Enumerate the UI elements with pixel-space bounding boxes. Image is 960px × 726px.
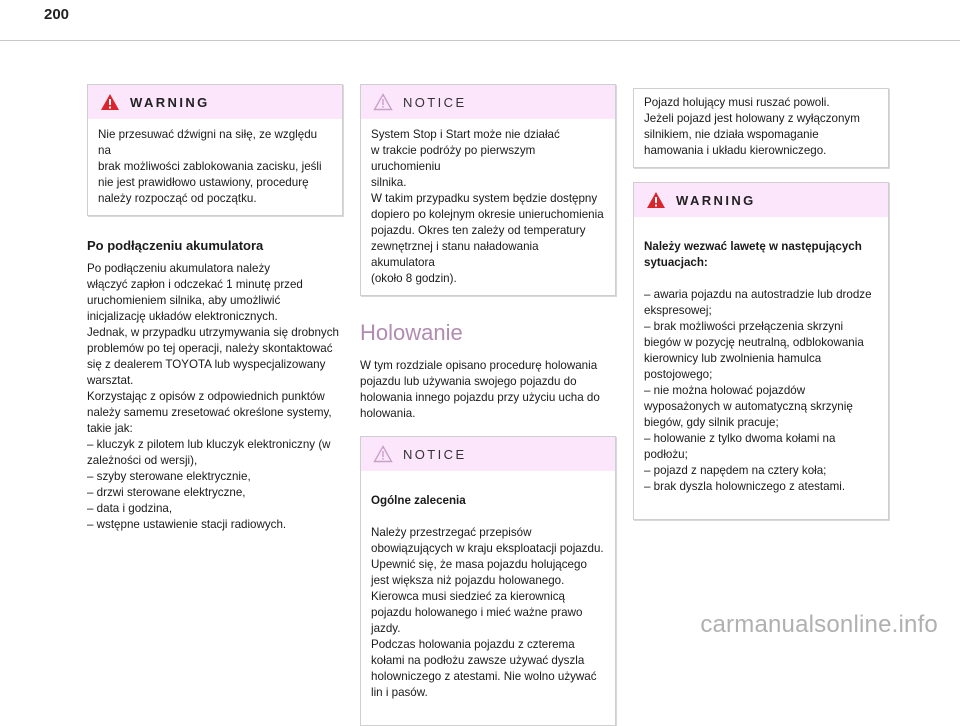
warning-title: WARNING xyxy=(130,94,210,110)
info-box xyxy=(633,88,889,168)
section-heading: Po podłączeniu akumulatora xyxy=(87,238,264,253)
warning-subheading: Należy wezwać lawetę w następujących sytuacjach: xyxy=(644,240,862,269)
notice-box-2 xyxy=(360,436,616,726)
warning-text-2: – awaria pojazdu na autostradzie lub drodze ekspresowej; – brak możliwości przełączenia skrzyni biegów w pozycję neutralną, odblokowania kierownicy lub zwolnienia hamulca postojowego; – nie można holować pojazdów wyposażonych w automatyczną skrzynię biegów, gdy silnik pracuje; – holowanie z tylko dwoma kołami na podłożu; – pojazd z napędem na cztery koła; – brak dyszla holowniczego z atestami. xyxy=(644,288,872,493)
warning-content-2 xyxy=(634,217,888,519)
notice-title: NOTICE xyxy=(403,94,467,110)
notice-header xyxy=(361,85,615,119)
warning-icon xyxy=(646,191,666,209)
warning-text: Nie przesuwać dźwigni na siłę, ze względu na brak możliwości zablokowania zacisku, jeśli nie jest prawidłowo ustawiony, procedurę należy rozpocząć od początku. xyxy=(98,128,322,205)
watermark: carmanualsonline.info xyxy=(700,611,938,638)
section-body: Po podłączeniu akumulatora należy włączyć zapłon i odczekać 1 minutę przed uruchomieniem silnika, aby umożliwić inicjalizację układów elektronicznych. Jednak, w przypadku utrzymywania się drobnych problemów po tej operacji, należy skontaktować się z dealerem TOYOTA lub wyspecjalizowany warsztat. Korzystając z opisów z odpowiednich punktów należy samemu zresetować określone systemy, takie jak: – kluczyk z pilotem lub kluczyk elektroniczny (w zależności od wersji), – szyby sterowane elektrycznie, – drzwi sterowane elektryczne, – data i godzina, – wstępne ustawienie stacji radiowych. xyxy=(87,262,339,531)
warning-title-2: WARNING xyxy=(676,192,756,208)
warning-box-2 xyxy=(633,182,889,520)
column-1 xyxy=(87,84,343,533)
header-divider xyxy=(0,40,960,41)
info-text: Pojazd holujący musi ruszać powoli. Jeżeli pojazd jest holowany z wyłączonym silnikiem, nie działa wspomaganie hamowania i układu kierowniczego. xyxy=(644,96,860,157)
notice-text: System Stop i Start może nie działać w trakcie podróży po pierwszym uruchomieniu silnika. W takim przypadku system będzie dostępny dopiero po kolejnym okresie unieruchomienia pojazdu. Okres ten zależy od temperatury zewnętrznej i stanu naładowania akumulatora (około 8 godzin). xyxy=(371,128,604,285)
notice-icon xyxy=(373,445,393,463)
section-intro: W tym rozdziale opisano procedurę holowania pojazdu lub używania swojego pojazdu do holowania innego pojazdu przy użyciu ucha do holowania. xyxy=(360,359,600,420)
notice-icon xyxy=(373,93,393,111)
notice-header-2 xyxy=(361,437,615,471)
warning-box xyxy=(87,84,343,216)
column-2 xyxy=(360,84,616,726)
warning-header xyxy=(88,85,342,119)
notice-subheading: Ogólne zalecenia xyxy=(371,494,466,507)
notice-text-2: Należy przestrzegać przepisów obowiązujących w kraju eksploatacji pojazdu. Upewnić się, że masa pojazdu holującego jest większa niż pojazdu holowanego. Kierowca musi siedzieć za kierownicą pojazdu holowanego i mieć ważne prawo jazdy. Podczas holowania pojazdu z czterema kołami na podłożu zawsze używać dyszla holowniczego z atestami. Nie wolno używać lin i pasów. xyxy=(371,526,604,699)
notice-box xyxy=(360,84,616,296)
warning-header-2 xyxy=(634,183,888,217)
warning-icon xyxy=(100,93,120,111)
section-title: Holowanie xyxy=(360,320,463,345)
column-3 xyxy=(633,88,889,520)
notice-title-2: NOTICE xyxy=(403,446,467,462)
page-number: 200 xyxy=(44,6,70,23)
notice-content-2 xyxy=(361,471,615,725)
